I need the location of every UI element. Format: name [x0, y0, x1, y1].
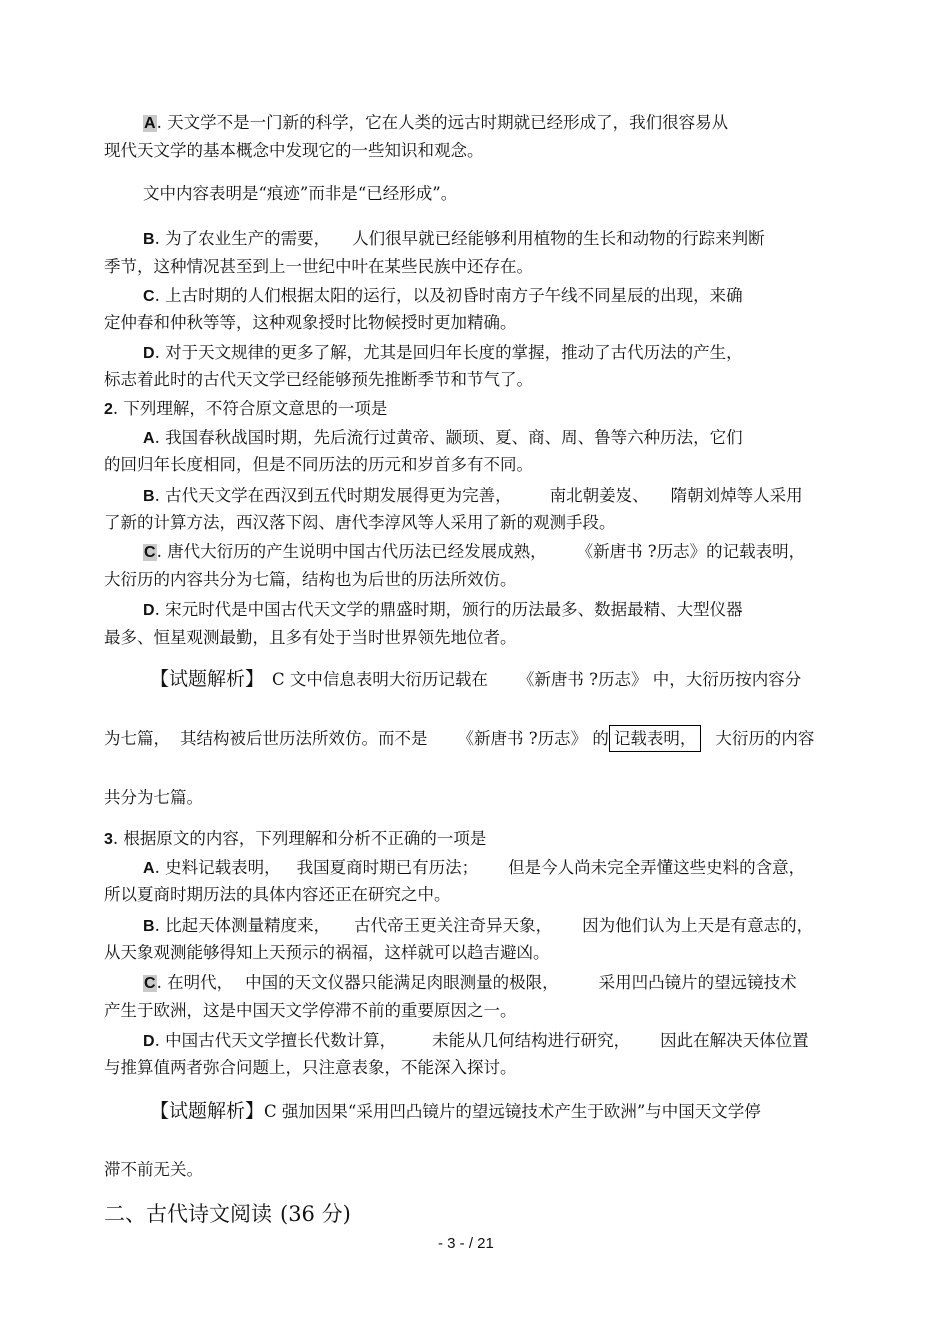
q3-analysis-line1: 【试题解析】C 强加因果“采用凹凸镜片的望远镜技术产生于欧洲”与中国天文学停 [150, 1100, 761, 1122]
q2-option-a-line1: A. 我国春秋战国时期，先后流行过黄帝、颛顼、夏、商、周、鲁等六种历法，它们 [143, 428, 743, 447]
q2-analysis-line2: 为七篇， 其结构被后世历法所效仿。而不是 《新唐书 ?历志》 的 记载表明， 大衍历的内容 [104, 728, 814, 750]
q1-note: 文中内容表明是“痕迹”而非是“已经形成”。 [143, 184, 458, 203]
q1-option-c-line2: 定仲春和仲秋等等，这种观象授时比物候授时更加精确。 [104, 313, 517, 332]
q1-option-b-line2: 季节，这种情况甚至到上一世纪中叶在某些民族中还存在。 [104, 257, 533, 276]
q2-option-d-line1: D. 宋元时代是中国古代天文学的鼎盛时期，颁行的历法最多、数据最精、大型仪器 [143, 600, 743, 619]
q3-option-d-line1: D. 中国古代天文学擅长代数计算， 未能从几何结构进行研究， 因此在解决天体位置 [143, 1031, 809, 1050]
q1-option-a-line2: 现代天文学的基本概念中发现它的一些知识和观念。 [104, 141, 484, 160]
q2-option-c-line2: 大衍历的内容共分为七篇，结构也为后世的历法所效仿。 [104, 570, 517, 589]
q3-option-d-line2: 与推算值两者弥合问题上，只注意表象，不能深入探讨。 [104, 1058, 517, 1077]
option-label: C [143, 288, 155, 305]
q3-stem: 3. 根据原文的内容，下列理解和分析不正确的一项是 [104, 829, 487, 848]
q2-option-d-line2: 最多、恒星观测最勤，且多有处于当时世界领先地位者。 [104, 628, 517, 647]
option-label-highlighted: A [144, 115, 156, 132]
q2-option-a-line2: 的回归年长度相同，但是不同历法的历元和岁首多有不同。 [104, 455, 533, 474]
q2-analysis-line3: 共分为七篇。 [104, 788, 203, 807]
q3-option-c-line2: 产生于欧洲，这是中国天文学停滞不前的重要原因之一。 [104, 1001, 517, 1020]
option-label: B [143, 231, 155, 248]
option-label: A [143, 430, 155, 447]
q2-option-c-line1: C. 唐代大衍历的产生说明中国古代历法已经发展成熟， 《新唐书 ?历志》的记载表明， [144, 542, 806, 561]
q1-option-b-line1: B. 为了农业生产的需要， 人们很早就已经能够利用植物的生长和动物的行踪来判断 [143, 229, 765, 248]
analysis-tag: 【试题解析】 [150, 668, 265, 690]
option-label: D [143, 1033, 155, 1050]
q2-option-b-line1: B. 古代天文学在西汉到五代时期发展得更为完善， 南北朝姜岌、 隋朝刘焯等人采用 [143, 486, 803, 505]
q3-option-a-line2: 所以夏商时期历法的具体内容还正在研究之中。 [104, 885, 451, 904]
question-number: 3 [104, 831, 113, 848]
q3-option-a-line1: A. 史料记载表明， 我国夏商时期已有历法； 但是今人尚未完全弄懂这些史料的含意， [143, 858, 806, 877]
q1-option-d-line2: 标志着此时的古代天文学已经能够预先推断季节和节气了。 [104, 370, 533, 389]
option-label: D [143, 345, 155, 362]
q2-option-b-line2: 了新的计算方法，西汉落下闳、唐代李淳风等人采用了新的观测手段。 [104, 513, 616, 532]
option-label-highlighted: C [144, 544, 156, 561]
option-label-highlighted: C [144, 975, 156, 992]
option-label: D [143, 602, 155, 619]
q3-option-b-line2: 从天象观测能够得知上天预示的祸福，这样就可以趋吉避凶。 [104, 943, 550, 962]
q1-option-d-line1: D. 对于天文规律的更多了解，尤其是回归年长度的掌握，推动了古代历法的产生， [143, 343, 743, 362]
q2-analysis-line1: 【试题解析】 C 文中信息表明大衍历记载在 《新唐书 ?历志》 中，大衍历按内容分 [150, 668, 802, 690]
analysis-tag: 【试题解析】 [150, 1100, 265, 1122]
q2-stem: 2. 下列理解，不符合原文意思的一项是 [104, 399, 388, 418]
page-number: - 3 - / 21 [438, 1235, 494, 1252]
q3-option-c-line1: C. 在明代， 中国的天文仪器只能满足肉眼测量的极限， 采用凹凸镜片的望远镜技术 [144, 973, 797, 992]
q3-analysis-line2: 滞不前无关。 [104, 1160, 203, 1179]
q1-option-a-line1: A. 天文学不是一门新的科学，它在人类的远古时期就已经形成了，我们很容易从 [144, 113, 729, 132]
q3-option-b-line1: B. 比起天体测量精度来， 古代帝王更关注奇异天象， 因为他们认为上天是有意志的， [143, 916, 814, 935]
q1-option-c-line1: C. 上古时期的人们根据太阳的运行，以及初昏时南方子午线不同星辰的出现，来确 [143, 286, 743, 305]
option-label: B [143, 488, 155, 505]
section-heading: 二、古代诗文阅读 (36 分) [104, 1202, 351, 1226]
boxed-text: 记载表明， [609, 725, 702, 752]
option-label: B [143, 918, 155, 935]
option-label: A [143, 860, 155, 877]
question-number: 2 [104, 401, 113, 418]
